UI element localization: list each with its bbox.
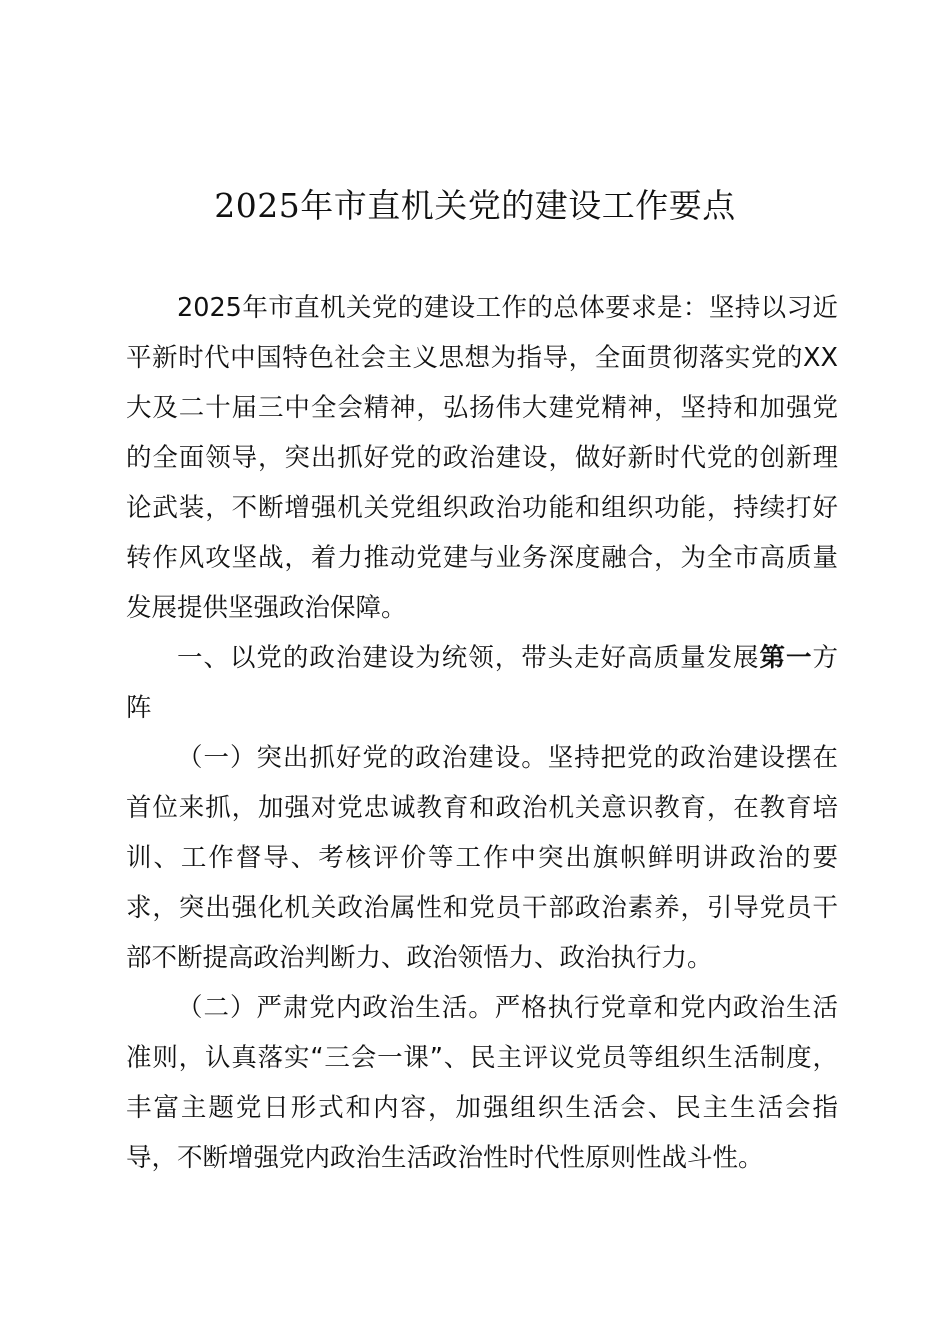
document-body xyxy=(126,283,838,1183)
paragraph-item-2: （二）严肃党内政治生活。严格执行党章和党内政治生活准则，认真落实“三会一课”、民主评议党员等组织生活制度，丰富主题党日形式和内容，加强组织生活会、民主生活会指导，不断增强党内政治生活政治性时代性原则性战斗性。 xyxy=(126,993,838,1173)
section-heading-1 xyxy=(126,633,838,733)
section-heading-1-text: 一、以党的政治建设为统领，带头走好高质量发展 xyxy=(177,643,760,673)
paragraph-general-requirements: 2025年市直机关党的建设工作的总体要求是：坚持以习近平新时代中国特色社会主义思想为指导，全面贯彻落实党的XX大及二十届三中全会精神，弘扬伟大建党精神，坚持和加强党的全面领导，突出抓好党的政治建设，做好新时代党的创新理论武装，不断增强机关党组织政治功能和组织功能，持续打好转作风攻坚战，着力推动党建与业务深度融合，为全市高质量发展提供坚强政治保障。 xyxy=(126,293,838,623)
paragraph-item-1: （一）突出抓好党的政治建设。坚持把党的政治建设摆在首位来抓，加强对党忠诚教育和政治机关意识教育，在教育培训、工作督导、考核评价等工作中突出旗帜鲜明讲政治的要求，突出强化机关政治属性和党员干部政治素养，引导党员干部不断提高政治判断力、政治领悟力、政治执行力。 xyxy=(126,743,838,973)
section-heading-1-text-end: 方阵 xyxy=(126,643,838,723)
section-heading-1-bold-text: 第一 xyxy=(759,643,813,673)
document-title: 2025年市直机关党的建设工作要点 xyxy=(214,186,736,225)
